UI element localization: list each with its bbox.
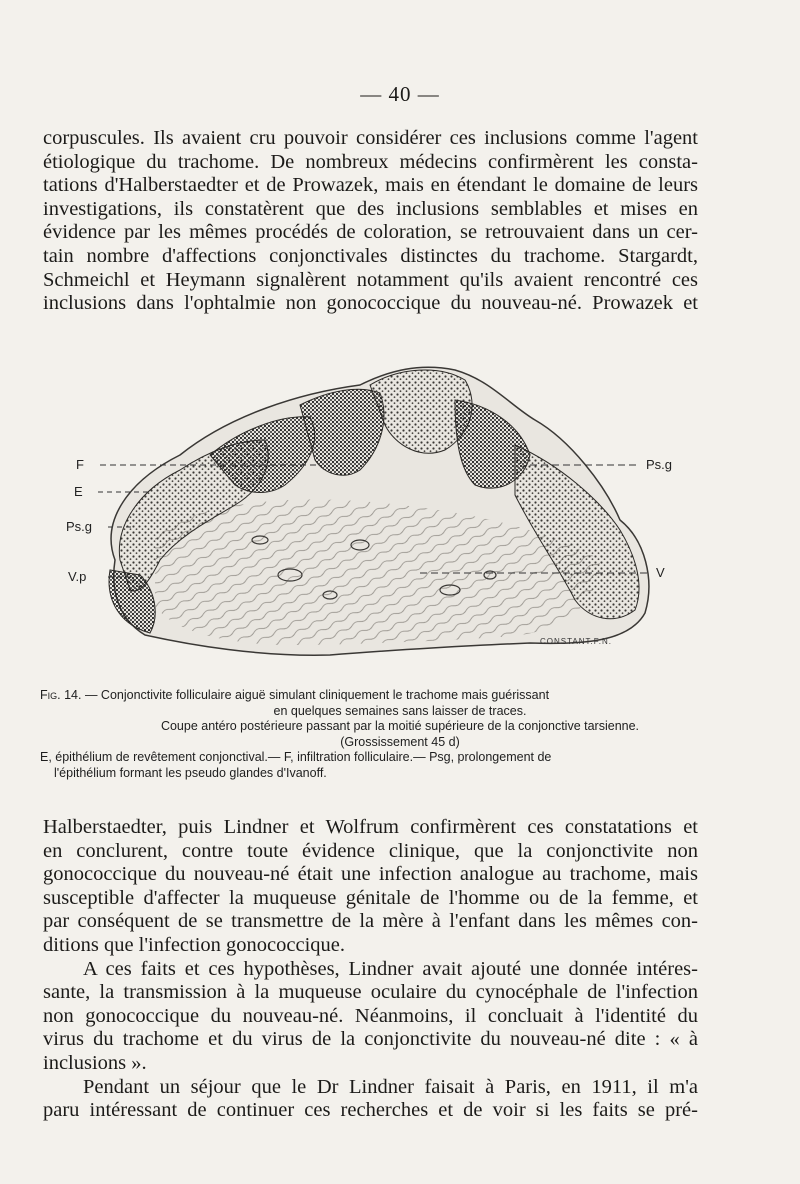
label-psg-left: Ps.g [66,519,93,534]
artist-signature: CONSTANT.F.N. [540,637,612,646]
text-line: étiologique du trachome. De nombreux médecins confirmèrent les consta- [43,150,698,173]
label-vp: V.p [68,569,87,584]
label-F: F [76,457,84,472]
caption-line [40,688,760,704]
caption-line: E, épithélium de revêtement conjonctival.— F, infiltration folliculaire.— Psg, prolongement de [40,750,552,764]
text-line: susceptible d'affecter la muqueuse génitale de l'homme ou de la femme, et [43,886,698,909]
text-line: inclusions ». [43,1051,147,1074]
text-line: ditions que l'infection gonococcique. [43,933,346,956]
label-psg-right: Ps.g [646,457,673,472]
label-E: E [74,484,83,499]
text-line: par conséquent de se transmettre de la mère à l'enfant dans les mêmes con- [43,910,698,933]
text-line: investigations, ils constatèrent que des inclusions semblables et mises en [43,197,698,220]
text-line: gonococcique du nouveau-né était une infection analogue au trachome, mais [43,863,698,886]
text-line: non gonococcique du nouveau-né. Néanmoins, il concluait à l'identité du [43,1004,698,1027]
text-line: inclusions dans l'ophtalmie non gonococcique du nouveau-né. Prowazek et [43,292,698,315]
text-line: tations d'Halberstaedter et de Prowazek, mais en étendant le domaine de leurs [43,174,698,197]
histology-figure [60,345,700,670]
tissue-section-illustration [60,345,700,670]
text-line: en conclurent, contre toute évidence clinique, que la conjonctivite non [43,839,698,862]
paragraph-bottom [43,816,698,1123]
text-line: tain nombre d'affections conjonctivales distinctes du trachome. Stargardt, [43,244,698,267]
text-line: sante, la transmission à la muqueuse oculaire du cynocéphale de l'infection [43,981,698,1004]
caption-line: l'épithélium formant les pseudo glandes d'Ivanoff. [54,765,327,780]
caption-line: Coupe antéro postérieure passant par la moitié supérieure de la conjonctive tarsienne. [160,719,640,733]
caption-line: (Grossissement 45 d) [340,734,460,749]
label-V: V [656,565,665,580]
paragraph-top [43,127,698,316]
text-line: paru intéressant de continuer ces recherches et de voir si les faits se pré- [43,1099,698,1122]
page-number: — 40 — [360,82,440,106]
text-line: Pendant un séjour que le Dr Lindner faisait à Paris, en 1911, il m'a [83,1075,698,1098]
text-line: évidence par les mêmes procédés de coloration, se retrouvaient dans un cer- [43,221,698,244]
figure-caption [40,688,760,781]
text-line: corpuscules. Ils avaient cru pouvoir considérer ces inclusions comme l'agent [43,127,698,149]
text-line: Schmeichl et Heymann signalèrent notamment qu'ils avaient rencontré ces [43,268,698,291]
figure-number: Fig. 14. [40,688,82,702]
caption-line: en quelques semaines sans laisser de traces. [273,703,527,718]
caption-text: — Conjonctivite folliculaire aiguë simulant cliniquement le trachome mais guérissant [84,688,550,702]
text-line: Halberstaedter, puis Lindner et Wolfrum confirmèrent ces constatations et [43,816,698,838]
text-line: virus du trachome et du virus de la conjonctivite du nouveau-né dite : « à [43,1028,698,1051]
text-line: A ces faits et ces hypothèses, Lindner avait ajouté une donnée intéres- [83,957,698,980]
